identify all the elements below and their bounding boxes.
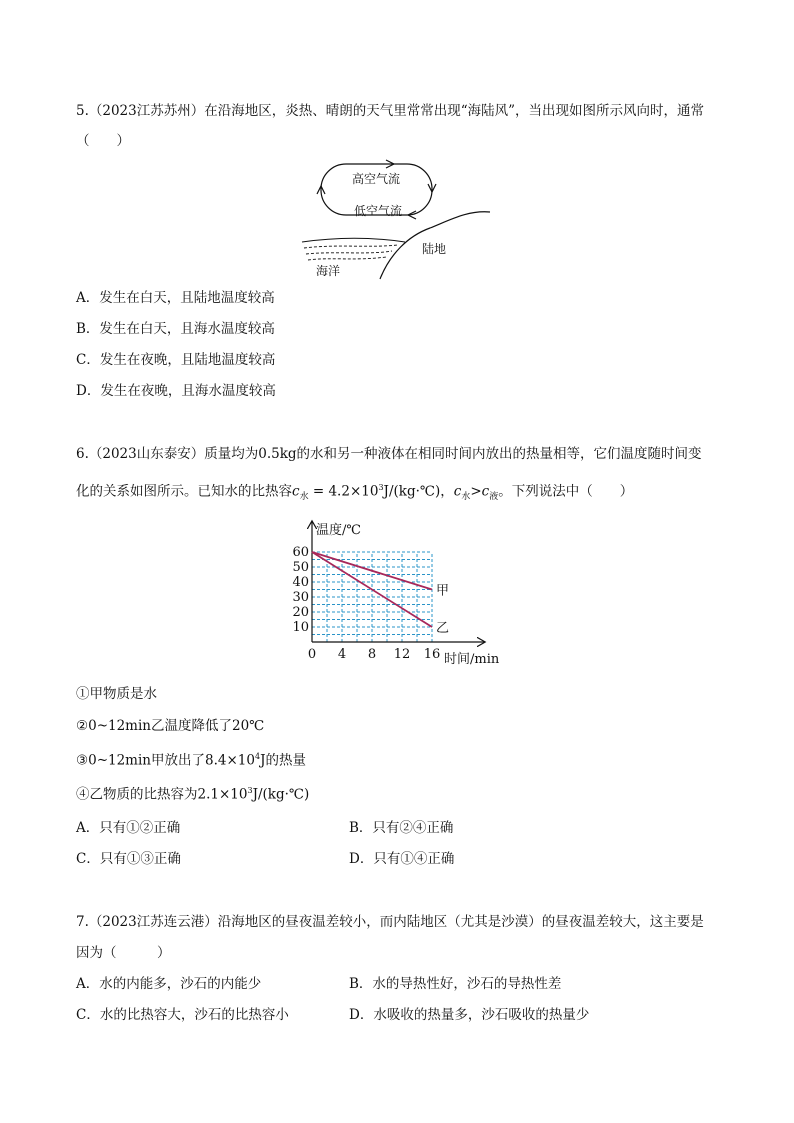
y-tick-label: 10 — [292, 620, 309, 635]
q7-option-c: C．水的比热容大，沙石的比热容小 — [76, 1007, 289, 1023]
x-tick-label: 16 — [423, 647, 441, 662]
q6-statement-3: ③0~12min甲放出了$8.4\times 10^4J$的热量 — [76, 752, 306, 769]
q6-option-d: D．只有①④正确 — [349, 851, 455, 867]
q7-option-b: B．水的导热性好，沙石的导热性差 — [349, 976, 562, 992]
q6-stem-line1: 6.（2023山东泰安）质量均为0.5kg的水和另一种液体在相同时间内放出的热量相等，它们温度随时间变 — [76, 446, 702, 462]
q7-stem-line2: 因为（ ） — [76, 945, 171, 961]
q6-statement-1: ①甲物质是水 — [76, 686, 157, 702]
q5-stem-line1: 5.（2023江苏苏州）在沿海地区，炎热、晴朗的天气里常常出现“海陆风”，当出现如图所示风向时，通常 — [76, 103, 705, 119]
q5-stem-line2: （ ） — [76, 133, 130, 149]
x-tick-label: 0 — [307, 647, 317, 662]
q5-option-d: D．发生在夜晚，且海水温度较高 — [76, 383, 276, 399]
q5-option-b: B．发生在白天，且海水温度较高 — [76, 321, 275, 337]
sea-wave-3 — [308, 257, 386, 260]
x-tick-label: 8 — [367, 647, 377, 662]
upper-airflow-label: 高空气流 — [352, 172, 401, 186]
q7-option-a: A．水的内能多，沙石的内能少 — [76, 976, 262, 992]
y-tick-label: 40 — [292, 575, 309, 590]
q6-stem-line2: 化的关系如图所示。已知水的比热容$c_水$ = $4.2\times 10^3J/(kg\cdot℃)$，$c_水>c_液$。下列说法中（ ） — [76, 483, 634, 503]
q7-option-d: D．水吸收的热量多，沙石吸收的热量少 — [349, 1007, 590, 1023]
y-tick-label: 60 — [292, 545, 309, 560]
sea-wave-1 — [304, 245, 398, 248]
series-label: 甲 — [436, 583, 450, 599]
temperature-time-chart — [280, 515, 510, 670]
q5-option-a: A．发生在白天，且陆地温度较高 — [76, 290, 275, 306]
series-line-甲 — [312, 552, 432, 590]
x-axis-label: 时间/min — [444, 652, 500, 667]
land-label: 陆地 — [422, 242, 447, 256]
series-label: 乙 — [436, 621, 450, 636]
q7-stem-line1: 7.（2023江苏连云港）沿海地区的昼夜温差较小，而内陆地区（尤其是沙漠）的昼夜温差较大，这主要是 — [76, 914, 704, 930]
q6-option-b: B．只有②④正确 — [349, 820, 454, 836]
sea-land-breeze-figure — [290, 158, 505, 283]
shore-line — [302, 238, 405, 242]
sea-wave-2 — [306, 251, 392, 254]
sea-label: 海洋 — [316, 264, 341, 278]
q6-statement-2: ②0~12min乙温度降低了20℃ — [76, 718, 265, 734]
y-tick-label: 30 — [292, 590, 309, 605]
q5-option-c: C．发生在夜晚，且陆地温度较高 — [76, 352, 276, 368]
x-tick-label: 12 — [393, 647, 411, 662]
lower-airflow-label: 低空气流 — [354, 204, 403, 218]
q6-option-c: C．只有①③正确 — [76, 851, 181, 867]
x-tick-label: 4 — [337, 647, 347, 662]
q6-statement-4: ④乙物质的比热容为$2.1\times 10^3J/(kg\cdot℃)$ — [76, 786, 310, 803]
q6-option-a: A．只有①②正确 — [76, 820, 181, 836]
y-tick-label: 50 — [292, 560, 309, 575]
y-axis-label: 温度/℃ — [316, 523, 361, 538]
y-tick-label: 20 — [292, 605, 309, 620]
